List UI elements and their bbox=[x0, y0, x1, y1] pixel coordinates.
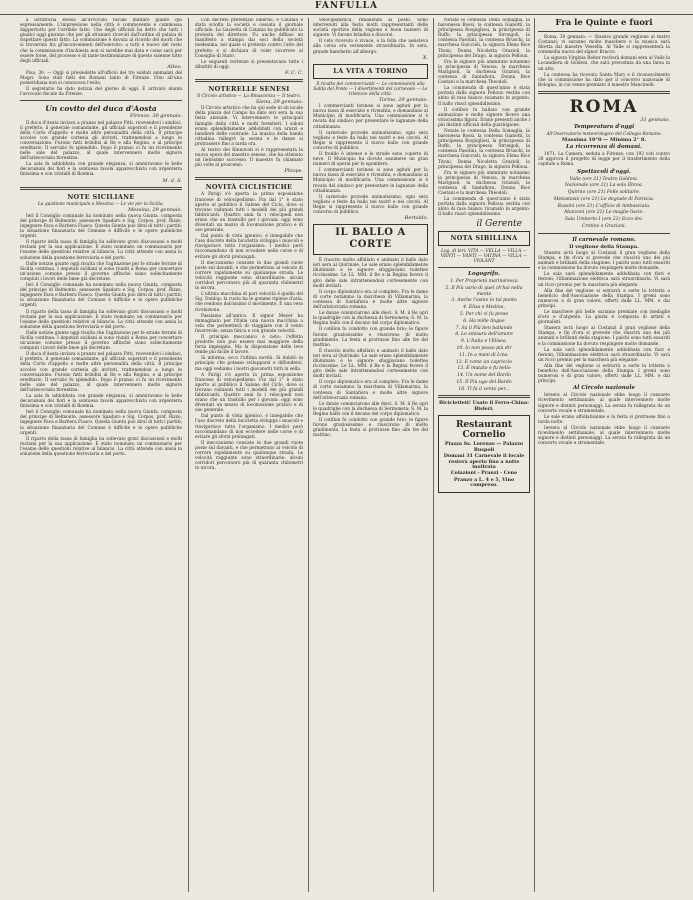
theatre-line: Sala Umberto I (ore 21) Ecco dei. bbox=[564, 217, 644, 223]
article-text: Iersera al Circolo nazionale ebbe luogo il consueto ricevimento settimanale, al quale intervennero molte signore e distinti personaggi. La serata fu rallegrata da un concerto vocale e strumentale. bbox=[538, 425, 670, 447]
article-box bbox=[438, 231, 530, 246]
article-text: Le sale erano affollatissime e la festa si protrasse fino a tarda notte. bbox=[538, 414, 670, 425]
article-text: Il corpo diplomatico era al completo. Fra le dame di corte notammo la marchesa di Villamarina, la contessa di Santafiora e molte altre signore dell'aristocrazia romana. bbox=[313, 380, 428, 401]
column-3 bbox=[313, 18, 428, 894]
article-heading: NOTE SICILIANE bbox=[67, 192, 135, 201]
column-1 bbox=[20, 18, 182, 894]
article-text: Dal punto di vista igienico, è innegabile che l'uso discreto della bicicletta sviluppa i muscoli e rinvigorisce tutto l'organismo. I medici però raccomandano di non eccedere nelle corse e di evitare gli sforzi prolungati. bbox=[195, 414, 303, 440]
article-text: Al teatro dei Rinnovati si è rappresentata la nuova opera del maestro senese, che ha ottenuto un lietissimo successo. Il maestro fu chiamato più volte al proscenio. bbox=[195, 147, 303, 169]
logogrifo-list bbox=[438, 279, 530, 393]
article-text: Dalle notizie giunte oggi risulta che l'agitazione per le strade ferrate di Sicilia continua. I deputati siciliani si sono riuniti a Roma per concertare un'azione comune presso il governo affinché siano sollecitamente compiuti i lavori delle linee già decretate. bbox=[20, 330, 182, 352]
article-text: velocipedistica, rimanendo al posto. Sono intervenuti alla festa molti rappresentanti delle società sportive della regione e buon numero di signore. Vi furono brindisi e discorsi. bbox=[313, 18, 428, 39]
article-text: Il cotillon fu condotto con grande brio; le figure furono graziosissime e riuscirono di molto gradimento. La festa si protrasse fino alle tre del mattino. bbox=[313, 327, 428, 348]
column-2 bbox=[195, 18, 303, 894]
article-subheading: Il ricatto dei commercianti — Le commissioni alla Salita del Ponte — I divertimenti del carnevale — Le tristezze della città. bbox=[313, 81, 428, 97]
article-heading: NOTA SIBILLINA bbox=[450, 233, 518, 242]
article-subheading: Log. di Ieri: VITA — VELLA — VILLA — VENTI — VANTI — VATINA — VILLA — VIOLANT bbox=[440, 248, 528, 264]
logogrifo-line: 3. Anche l'asino in tal punto bbox=[451, 298, 517, 304]
article-dateline: Torino, 29 gennaio. bbox=[379, 97, 428, 104]
article-text: La contessa ha ricevuto Santa Mary e il riconoscimento che la commissione ha dato per il concorso nazionale di Bologna, in cui venne premiato il maestro Mancinelli. bbox=[538, 72, 670, 88]
theatre-line: Metastasio (ore 21) Le degnate di Pariscia. bbox=[553, 196, 655, 202]
article-text: Fra le signore più ammirate notammo la principessa di Venosa, la marchesa Marignoli, la duchessa Grazioli, la contessa di Santafiora, Donna Bice Caetani e la marchesa Theodoli. bbox=[438, 59, 530, 86]
article-text: Si informa, ecco l'ultima novità. Si dubitò in principio che potesse svilupparsi e diffondersi, ma oggi vediamo i nostri giovanotti tutti in sella. bbox=[195, 356, 303, 372]
theatre-line: Nazionale (ore 21) La sola Ebrea. bbox=[564, 183, 644, 189]
article-text: È riuscito molto affollato e animato il ballo dato ieri sera al Quirinale. Le sale erano splendidamente illuminate e le signore sfoggiavano toilettes ricchissime. Le LL. MM. il Re e la Regina fecero il giro delle sale intrattenendosi cortesemente con molti invitati. bbox=[313, 258, 428, 289]
article-box bbox=[313, 64, 428, 79]
article-text: Il Circolo artistico che ha qui sede in un locale della piazza del Campo ha dato ieri sera la sua festa annuale. Vi intervennero le principali famiglie della città e molti forestieri. I saloni erano splendidamente addobbati con arazzi e bandiere delle contrade. La musica della banda cittadina rallegrò la serata e le danze si protrassero fino a tarda ora. bbox=[195, 106, 303, 147]
article-text: Il principio meccanico è noto: l'effetto prodotto non può essere mai maggiore della forza impiegata. Ma la disposizione delle leve rende più facile il lavoro. bbox=[195, 334, 303, 356]
restaurant-advert bbox=[438, 415, 530, 492]
article-text: Il duca d'Aosta inviava a pranzo nel palazzo Pitti, ricevendovi i sindaci, il prefetto, il generale comandante, gli ufficiali superiori e il presidente della Corte d'appello e molte altre personalità della città. Il principe accolse con grande cortesia gli invitati, trattenendosi a lungo in conversazione. Furono fatti brindisi al Re e alla Regina, e al principe ereditario. Il servizio fu splendido. Dopo il pranzo ci fu un ricevimento nelle sale del palazzo, al quale intervennero molte signore dell'aristocrazia fiorentina. bbox=[20, 120, 182, 162]
divider bbox=[20, 100, 182, 101]
logogrifo-line: 2. Il Più vario di quel ch'hai nella mente bbox=[445, 285, 523, 297]
article-text: Le danze cominciarono alle dieci. S. M. il Re aprì le quadriglie con la duchessa di Sermoneta; S. M. la Regina ballò con il decano del corpo diplomatico. bbox=[313, 401, 428, 417]
divider bbox=[538, 91, 670, 94]
article-text: Ieri il Consiglio comunale ha nominato nella nuova Giunta, composta del principe di Belmonte, assessore Spadaro e Sig. Corpos, prof. Rizzo, ingegnere Fava e Barbera Fiasco. Questa Giunta può dirsi di tutti i partiti; la situazione finanziaria del Comune è difficile e le opere pubbliche urgenti. bbox=[20, 410, 182, 436]
article-text: È riuscito molto affollato e animato il ballo dato ieri sera al Quirinale. Le sale erano splendidamente illuminate e le signore sfoggiavano toilettes ricchissime. Le LL. MM. il Re e la Regina fecero il giro delle sale intrattenendosi cortesemente con molti invitati. bbox=[313, 348, 428, 380]
article-signature: Bertoldo. bbox=[404, 215, 428, 222]
article-text: I commercianti torinesi si sono agitati per la nuova tassa di esercizio e rivendita, e domandano al Municipio di modificarla. Una commissione si è recata dal sindaco per presentare le lagnanze della cittadinanza. bbox=[313, 104, 428, 130]
article-dateline: 31 gennaio. bbox=[640, 116, 670, 123]
masthead bbox=[0, 0, 693, 15]
advert-line: Domani 31 Carnevale il locale resterà aperto fino a notte inoltrata bbox=[443, 453, 525, 470]
logogrifo-line: 14. Un nome del Bardo bbox=[457, 373, 511, 379]
article-text: La sala sarà splendidamente addobbata con fiori e festoni; l'illuminazione elettrica sarà straordinaria. Vi sarà un ricco premio per la maschera più elegante. bbox=[538, 347, 670, 363]
logogrifo-title: Logogrifo. bbox=[468, 270, 500, 277]
article-subheading: La quistione municipale a Messina — Le vie per la Sicilia. bbox=[38, 201, 164, 207]
section-title-roma: ROMA bbox=[569, 96, 639, 117]
logogrifo-line: 15. Il Più ugo del Bardo bbox=[456, 379, 512, 385]
article-signature: Alteo. bbox=[167, 63, 182, 70]
divider bbox=[20, 187, 182, 190]
handwritten-signature: il Gerente bbox=[476, 218, 522, 229]
theatre-line: Quirino (ore 21) Folle solitaire. bbox=[567, 190, 641, 196]
article-dateline: Firenze, 30 gennaio. bbox=[129, 113, 182, 120]
section-heading: Fra le Quinte e fuori bbox=[555, 18, 653, 28]
article-text: Il riparto della tassa di famiglia ha sollevato gravi discussioni e molti reclami per la sua applicazione. È stato nominato un commissario per l'esame delle questioni relative al bilancio. La città attende con ansia la soluzione della questione ferroviaria e del porto. bbox=[20, 240, 182, 261]
divider bbox=[538, 233, 670, 234]
divider bbox=[538, 31, 670, 32]
article-text: Il cotillon fu condotto con grande brio; le figure furono graziosissime e riuscirono di molto gradimento. La festa si protrasse fino alle tre del mattino. bbox=[313, 418, 428, 439]
theatre-line: Valle (ore 21) Teatro Goldoni. bbox=[569, 176, 639, 182]
column-rule bbox=[308, 18, 309, 892]
logogrifo-line: 9. L'Italia e l'Elisea. bbox=[460, 339, 508, 345]
column-rule bbox=[188, 18, 189, 892]
article-dateline: Messina, 29 gennaio. bbox=[128, 206, 182, 213]
article-text: Stasera avrà luogo al Costanzi il gran veglione della Stampa, e fin d'ora si prevede che riuscirà uno dei più animati e brillanti della stagione. I palchi sono tutti esauriti e la commissione ha dovuto respingere molte domande. bbox=[538, 326, 670, 347]
article-heading: NOTERELLE SENESI bbox=[208, 85, 290, 94]
article-heading: IL BALLO A CORTE bbox=[335, 227, 406, 251]
article-text: Il carnevale procede animatissimo; ogni sera veglioni e feste da ballo nei teatri e nei circoli. Al Regio si rappresenta il nuovo ballo con grande concorso di pubblico. bbox=[313, 194, 428, 215]
article-text: Passiamo all'antico. Il signor Meyer ha immaginato per l'Italia una nuova macchina a vela che permetterà di viaggiare con il vento favorevole, senza fatica e con grande velocità. bbox=[195, 313, 303, 334]
article-text: Il carnevale procede animatissimo; ogni sera veglioni e feste da ballo nei teatri e nei circoli. Al Regio si rappresenta il nuovo ballo con grande concorso di pubblico. bbox=[313, 130, 428, 151]
article-text: Le seguenti vertenze si presentavano tutte i dibattiti di oggi. bbox=[195, 59, 303, 70]
article-text: Il corpo diplomatico era al completo. Fra le dame di corte notammo la marchesa di Villamarina, la contessa di Santafiora e molte altre signore dell'aristocrazia romana. bbox=[313, 289, 428, 311]
divider bbox=[195, 79, 303, 82]
article-text: Il cotillon fu ballato con grande animazione e molte signore fecero una vivacissima figura. Erano presenti anche i più distinti ufficiali della guarnigione. bbox=[438, 107, 530, 128]
logogrifo-line: 10. Io non posso più dir bbox=[456, 345, 512, 351]
column-5 bbox=[538, 18, 670, 894]
article-text: Le danze cominciarono alle dieci. S. M. il Re aprì le quadriglie con la duchessa di Sermoneta; S. M. la Regina ballò con il decano del corpo diplomatico. bbox=[313, 311, 428, 327]
article-subheading: Il veglione della Stampa. bbox=[569, 243, 639, 250]
temperature-readout: Massima 10°0 — Minima 2° 8. bbox=[561, 137, 647, 144]
article-text: Il riparto della tassa di famiglia ha sollevato gravi discussioni e molti reclami per la sua applicazione. È stato nominato un commissario per l'esame delle questioni relative al bilancio. La città attende con ansia la soluzione della questione ferroviaria e del porto. bbox=[20, 436, 182, 458]
logogrifo-line: 5. Per chi vi fu preso bbox=[459, 311, 509, 317]
article-heading: La ricorrenza di domani. bbox=[566, 144, 642, 151]
article-text: Il riparto della tassa di famiglia ha sollevato gravi discussioni e molti reclami per la sua applicazione. È stato nominato un commissario per l'esame delle questioni relative al bilancio. La città attende con ansia la soluzione della questione ferroviaria e del porto. bbox=[20, 309, 182, 330]
logogrifo-line: 11. In a mani di Lina. bbox=[459, 352, 509, 358]
article-text: Stasera avrà luogo al Costanzi il gran veglione della Stampa, e fin d'ora si prevede che riuscirà uno dei più animati e brillanti della stagione. I palchi sono tutti esauriti e la commissione ha dovuto respingere molte domande. bbox=[538, 250, 670, 272]
article-heading: Spettacoli d'oggi. bbox=[577, 168, 631, 175]
newspaper-title: FANFULLA bbox=[315, 1, 378, 11]
article-heading: Temperatura d'oggi bbox=[573, 124, 635, 131]
article-text: La commenda di quest'anno è stata portata dalla signora Pelloux vestita con abito di raso bianco ricamato in argento. Il ballo riuscì splendidissimo. bbox=[438, 197, 530, 218]
article-text: Il duca d'Aosta inviava a pranzo nel palazzo Pitti, ricevendovi i sindaci, il prefetto, il generale comandante, gli ufficiali superiori e il presidente della Corte d'appello e molte altre personalità della città. Il principe accolse con grande cortesia gli invitati, trattenendosi a lungo in conversazione. Furono fatti brindisi al Re e alla Regina, e al principe ereditario. Il servizio fu splendido. Dopo il pranzo ci fu un ricevimento nelle sale del palazzo, al quale intervennero molte signore dell'aristocrazia fiorentina. bbox=[20, 352, 182, 393]
article-text: L'ultima macchina di pari velocità è quella del Sig. Dunlop: la ruota ha le gomme ripiene d'aria, che rendono dolcissimo il movimento. È una vera rivoluzione. bbox=[195, 292, 303, 313]
logogrifo-line: 6. Ha mille lingue bbox=[463, 318, 505, 324]
article-box bbox=[313, 224, 428, 255]
logogrifo-line: 1. Per Proprietà marinaresca bbox=[450, 278, 518, 284]
article-text: La sala fu addobbata con grande eleganza; si ammiravano le belle decorazioni dei fiori e la sontuosa tavola apparecchiata con argenteria finissima e con cristalli di Boemia. bbox=[20, 394, 182, 410]
column-4 bbox=[438, 18, 530, 894]
theatre-line: Rossini (ore 21) L'ufficio di Ambasciata. bbox=[557, 203, 651, 209]
article-text: La signora Virginia Reiter reciterà domani sera al Valle la Locandiera di Goldoni, che sarà preceduta da una farsa in un atto. bbox=[538, 56, 670, 72]
divider bbox=[438, 267, 530, 268]
article-signature: Phiops. bbox=[284, 168, 303, 175]
column-rule bbox=[534, 18, 535, 892]
article-text: 1871. La Camera, seduta a Firenze, con 192 voti contro 28 approva il progetto di legge per il trasferimento della capitale a Roma. bbox=[538, 152, 670, 168]
article-subheading: All'Osservatorio meteorologico del Collegio Romano: bbox=[546, 132, 662, 138]
article-text: La sala fu addobbata con grande eleganza; si ammiravano le belle decorazioni dei fiori e la sontuosa tavola apparecchiata con argenteria finissima e con cristalli di Boemia. bbox=[20, 162, 182, 178]
article-text: Il segretario ha dato notizia del giorno di oggi. È arrivato alunni l'avvocato fiscale da Firenze. bbox=[20, 87, 182, 98]
theatre-line: Manzoni (ore 21) Le maglie liscie. bbox=[564, 210, 644, 216]
article-text: Ieri il Consiglio comunale ha nominato nella nuova Giunta, composta del principe di Belmonte, assessore Spadaro e Sig. Corpos, prof. Rizzo, ingegnere Fava e Barbera Fiasco. Questa Giunta può dirsi di tutti i partiti; la situazione finanziaria del Comune è difficile e le opere pubbliche urgenti. bbox=[20, 213, 182, 240]
logogrifo-line: 7. Sa il Più ben ballando bbox=[455, 325, 513, 331]
article-dateline: Siena, 29 gennaio. bbox=[255, 99, 303, 106]
article-text: Il freddo è intenso e le strade sono coperte di neve. Il Municipio ha dovuto assumere un gran numero di operai per lo sgombero. bbox=[313, 151, 428, 168]
advert-line: Pranzo a L. 4 e 5, Vino compreso. bbox=[453, 476, 515, 489]
divider bbox=[438, 395, 530, 398]
article-text: Alla fine del veglione si estrarrà a sorte la lotteria a beneficio dell'Associazione della Stampa. I premi sono numerosi e di gran valore, offerti dalle LL. MM. e dai principi. bbox=[538, 363, 670, 385]
logogrifo-line: 8. Le smisura dell'amore bbox=[455, 332, 513, 338]
article-heading: Un covito del duca d'Aosta bbox=[45, 104, 157, 114]
article-text: I commercianti torinesi si sono agitati per la nuova tassa di esercizio e rivendita, e domandano al Municipio di modificarla. Una commissione si è recata dal sindaco per presentare le lagnanze della cittadinanza. bbox=[313, 168, 428, 194]
article-text: a istruttoria stessa all'avvocato fiscale militare giunto qui espressamente. L'impressione nella città è commovente e commossa dappertutto per l'orribile fatto. Uno degli ufficiali ha detto che tutti i giudici oggi giurano che per gli stranieri ricevuti dall'ordine di polizia di rispettare questo fatto. La commozione è dovuta al ricordo dei morti che si trovarono fra gl'inconvenienti dell'esercito: a tutti è nuovo del resto che la commissione d'inchiesta non si sarebbe mai data e come sarà per essere forse, del processo e di tante testimonianze di questo solenne fatto degli ufficiali. bbox=[20, 18, 182, 64]
article-text: Alla fine del veglione si estrarrà a sorte la lotteria a beneficio dell'Associazione della Stampa. I premi sono numerosi e di gran valore, offerti dalle LL. MM. e dai principi. bbox=[538, 288, 670, 309]
article-text: Dalle notizie giunte oggi risulta che l'agitazione per le strade ferrate di Sicilia continua. I deputati siciliani si sono riuniti a Roma per concertare un'azione comune presso il governo affinché siano sollecitamente compiuti i lavori delle linee già decretate. bbox=[20, 261, 182, 282]
divider bbox=[195, 177, 303, 180]
article-text: Notate le contessa Della Somaglia, la baronessa Rossi, la contessa Gianotti, la principessa Rospigliosi, la principessa di Ruffo, la principessa Strongoli, la contessa Pasolini, la contessa Bruschi, la marchesa Guiccioli, la signora Elena Bice Titoni, Donna Nicoletta Grazioli, la principessa del Drago, la signora Pelloux. bbox=[438, 18, 530, 59]
article-heading: Al Circolo nazionale bbox=[573, 385, 635, 392]
article-heading: LA VITA A TORINO bbox=[333, 66, 408, 75]
article-signature: M. d. S. bbox=[162, 177, 182, 184]
article-text: Il ceto ricevuto è vivace, e la folla che assisteva alla corsa era veramente straordinaria. In sera, grande banchetto all'albergo. bbox=[313, 39, 428, 55]
article-text: A Parigi s'è aperta la prima esposizione francese di velocipedismo. Fin dal 1° è stato aperto al pubblico il Salone del Ciclo, dove si trovano radunati tutti i modelli dei più grandi fabbricanti. Quattro anni fa i velocipedi non erano che un trastullo per i giovani: oggi sono diventati un mezzo di locomozione pratico e di uso generale. bbox=[195, 372, 303, 414]
advert-text: Bicicletteti! Usate il Ferro-China-Bisleri. bbox=[438, 400, 530, 412]
article-text: Con decreto prefettizio odierno, è Catania è stata sciolta la società e cessata il giornale ufficiale. La Gazzetta di Catania ha pubblicato la protesta del direttore. Fu anche diffuso un manifesto a stampa dai soci della società medesima, nel quale si protesta contro l'atto del prefetto e si dichiara di voler ricorrere al Consiglio di Stato. bbox=[195, 18, 303, 59]
article-text: Roma, 30 gennaio. — Stasera grande veglione al teatro Costanzi; vi saranno molte maschere e la musica sarà diretta dal maestro Vessella. Al Valle si rappresenterà la commedia nuova del signor Bracco. bbox=[538, 35, 670, 56]
article-heading: Il carnevale romano. bbox=[572, 236, 636, 243]
theatre-list bbox=[538, 177, 670, 230]
article-subheading: Il Circolo artistico — La Rinascenza — Il teatro. bbox=[197, 94, 301, 100]
article-text: Iersera al Circolo nazionale ebbe luogo il consueto ricevimento settimanale, al quale intervennero molte signore e distinti personaggi. La serata fu rallegrata da un concerto vocale e strumentale. bbox=[538, 393, 670, 414]
article-text: La sala sarà splendidamente addobbata con fiori e festoni; l'illuminazione elettrica sarà straordinaria. Vi sarà un ricco premio per la maschera più elegante. bbox=[538, 272, 670, 288]
article-text: Notate le contessa Della Somaglia, la baronessa Rossi, la contessa Gianotti, la principessa Rospigliosi, la principessa di Ruffo, la principessa Strongoli, la contessa Pasolini, la contessa Bruschi, la marchesa Guiccioli, la signora Elena Bice Titoni, Donna Nicoletta Grazioli, la principessa del Drago, la signora Pelloux. bbox=[438, 128, 530, 170]
advert-line: Piazza Ss. Lorenzo — Palazzo Ruspoli bbox=[444, 441, 524, 453]
article-text: Dal punto di vista igienico, è innegabile che l'uso discreto della bicicletta sviluppa i muscoli e rinvigorisce tutto l'organismo. I medici però raccomandano di non eccedere nelle corse e di evitare gli sforzi prolungati. bbox=[195, 234, 303, 260]
logogrifo-line: 13. È mutato e fu bello bbox=[457, 366, 511, 372]
article-signature: X. bbox=[422, 54, 428, 61]
article-text: Il meccanismo consiste in due grandi ruote poste sul davanti, e che permettono al veicolo di correre rapidamente su qualunque strada. Le velocità raggiunte sono straordinarie: alcuni corridori percorsero più di quaranta chilometri in un'ora. bbox=[195, 440, 303, 472]
column-rule bbox=[433, 18, 434, 892]
article-signature: F. C. C. bbox=[285, 69, 303, 76]
advert-title: Restaurant Cornelio bbox=[455, 420, 513, 441]
article-text: Le maschere più belle saranno premiate con medaglie d'oro e d'argento. La giuria è composta di artisti e giornalisti. bbox=[538, 310, 670, 326]
article-text: Ieri il Consiglio comunale ha nominato nella nuova Giunta, composta del principe di Belmonte, assessore Spadaro e Sig. Corpos, prof. Rizzo, ingegnere Fava e Barbera Fiasco. Questa Giunta può dirsi di tutti i partiti; la situazione finanziaria del Comune è difficile e le opere pubbliche urgenti. bbox=[20, 283, 182, 309]
article-text: Fra le signore più ammirate notammo la principessa di Venosa, la marchesa Marignoli, la duchessa Grazioli, la contessa di Santafiora, Donna Bice Caetani e la marchesa Theodoli. bbox=[438, 170, 530, 197]
logogrifo-line: 16. Ti fa il vento per... bbox=[458, 386, 510, 392]
article-text: Pisa, 30. — Oggi si presiedette all'ufficio dei tre soldati ammalati del Magri. Sono stati fatti dei Romani tanto di Firenze. Fino all'una pomeridiana non si conosceva l'esito. bbox=[20, 70, 182, 87]
advert-lines bbox=[441, 442, 527, 488]
logogrifo-line: 4. Elisa e Medina. bbox=[463, 305, 505, 311]
article-heading: NOVITÀ CICLISTICHE bbox=[205, 183, 293, 192]
theatre-line: Cretine e Graziani. bbox=[581, 224, 627, 230]
article-text: Il meccanismo consiste in due grandi ruote poste sul davanti, e che permettono al veicolo di correre rapidamente su qualunque strada. Le velocità raggiunte sono straordinarie: alcuni corridori percorsero più di quaranta chilometri in un'ora. bbox=[195, 260, 303, 292]
article-text: A Parigi s'è aperta la prima esposizione francese di velocipedismo. Fin dal 1° è stato aperto al pubblico il Salone del Ciclo, dove si trovano radunati tutti i modelli dei più grandi fabbricanti. Quattro anni fa i velocipedi non erano che un trastullo per i giovani: oggi sono diventati un mezzo di locomozione pratico e di uso generale. bbox=[195, 192, 303, 234]
advert-line: Colazioni - Pranzi - Cene bbox=[450, 470, 518, 477]
logogrifo-line: 12. E come un capriccio bbox=[455, 359, 513, 365]
article-text: La commenda di quest'anno è stata portata dalla signora Pelloux vestita con abito di raso bianco ricamato in argento. Il ballo riuscì splendidissimo. bbox=[438, 86, 530, 107]
